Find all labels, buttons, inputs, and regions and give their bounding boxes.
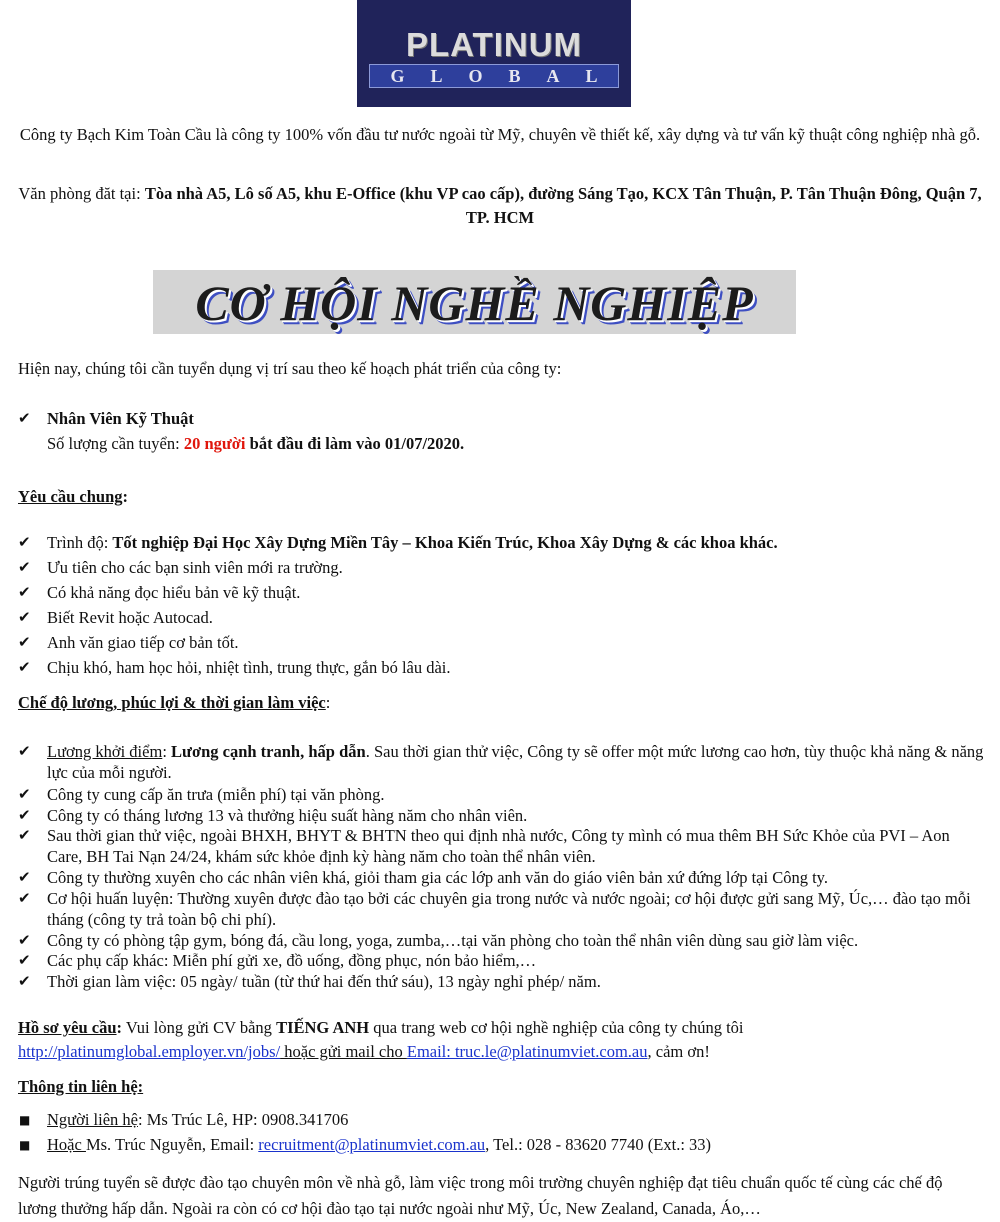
benefit-item: Công ty thường xuyên cho các nhân viên khá, giỏi tham gia các lớp anh văn do giáo viên bản xứ đứng lớp tại Công ty. (47, 868, 828, 887)
checkmark-icon: ✔ (18, 533, 31, 551)
requirements-heading-text: Yêu cầu chung (18, 487, 123, 506)
contact-phone: , Tel.: 028 - 83620 7740 (Ext.: 33) (485, 1135, 712, 1154)
benefits-colon: : (325, 693, 331, 712)
office-address-value: Tòa nhà A5, Lô số A5, khu E-Office (khu VP cao cấp), đường Sáng Tạo, KCX Tân Thuận, P. Tân Thuận Đông, Quận 7, TP. HCM (144, 184, 982, 227)
start-date: bắt đầu đi làm vào 01/07/2020. (245, 434, 465, 453)
office-label: Văn phòng đăt tại: (18, 184, 145, 203)
company-intro: Công ty Bạch Kim Toàn Cầu là công ty 100% vốn đầu tư nước ngoài từ Mỹ, chuyên về thiết kế, xây dựng và tư vấn kỹ thuật công nghiệp nhà gỗ. (19, 125, 981, 144)
requirement-item: Anh văn giao tiếp cơ bản tốt. (47, 633, 239, 652)
bullet-square-icon: ■ (19, 1113, 31, 1127)
requirement-item: Chịu khó, ham học hỏi, nhiệt tình, trung thực, gắn bó lâu dài. (47, 658, 451, 677)
requirements-heading (18, 486, 984, 508)
checkmark-icon: ✔ (18, 826, 31, 844)
checkmark-icon: ✔ (18, 583, 31, 601)
application-info (18, 1016, 984, 1064)
jobs-link[interactable]: http://platinumglobal.employer.vn/jobs/ (18, 1042, 281, 1061)
application-text: qua trang web cơ hội nghề nghiệp của công ty chúng tôi (369, 1018, 744, 1037)
salary-label: Lương khởi điểm (47, 742, 163, 761)
benefit-item: Công ty cung cấp ăn trưa (miễn phí) tại văn phòng. (47, 785, 385, 804)
position-quantity (47, 433, 984, 454)
contact-label: Người liên hệ (47, 1110, 138, 1129)
salary-value: Lương cạnh tranh, hấp dẫn (171, 742, 366, 761)
benefit-item: Thời gian làm việc: 05 ngày/ tuần (từ thứ hai đến thứ sáu), 13 ngày nghỉ phép/ năm. (47, 972, 601, 991)
bullet-square-icon: ■ (19, 1138, 31, 1152)
application-text: Vui lòng gửi CV bằng (122, 1018, 277, 1037)
benefit-item: Công ty có tháng lương 13 và thưởng hiệu suất hàng năm cho nhân viên. (47, 806, 528, 825)
email-link[interactable]: Email: truc.le@platinumviet.com.au (406, 1042, 648, 1061)
benefit-item: Cơ hội huấn luyện: Thường xuyên được đào tạo bởi các chuyên gia trong nước và nước ngoài; cơ hội được gửi sang Mỹ, Úc,… đào tạo mỗi tháng (công ty trả toàn bộ chi phí). (47, 889, 971, 929)
logo-subword: GLOBAL (390, 66, 624, 86)
quantity-label: Số lượng cần tuyển: (47, 434, 184, 453)
checkmark-icon: ✔ (18, 972, 31, 990)
recruitment-email-link[interactable]: recruitment@platinumviet.com.au (258, 1135, 486, 1154)
salary-colon: : (162, 742, 172, 761)
position-title: Nhân Viên Kỹ Thuật (47, 409, 194, 428)
checkmark-icon: ✔ (18, 658, 31, 676)
benefit-item: Công ty có phòng tập gym, bóng đá, cầu long, yoga, zumba,…tại văn phòng cho toàn thể nhân viên dùng sau giờ làm việc. (47, 931, 859, 950)
requirements-colon: : (122, 487, 129, 506)
benefits-heading (18, 692, 984, 714)
contact-detail: : Ms Trúc Lê, HP: 0908.341706 (137, 1110, 349, 1129)
benefit-item: Sau thời gian thử việc, ngoài BHXH, BHYT & BHTN theo qui định nhà nước, Công ty mình có mua thêm BH Sức Khỏe của PVI – Aon Care, BH Tai Nạn 24/24, khám sức khỏe định kỳ hàng năm cho toàn thể nhân viên. (47, 826, 950, 866)
salary-detail: . Sau thời gian thử việc, Công ty sẽ offer một mức lương cao hơn, tùy thuộc khả năng & năng lực của mỗi người. (47, 742, 984, 782)
contact-heading: Thông tin liên hệ: (18, 1077, 144, 1096)
career-banner (153, 270, 796, 334)
benefit-salary (47, 741, 984, 783)
checkmark-icon: ✔ (18, 785, 31, 803)
checkmark-icon: ✔ (18, 633, 31, 651)
hiring-intro: Hiện nay, chúng tôi cần tuyển dụng vị trí sau theo kế hoạch phát triển của công ty: (18, 359, 562, 378)
requirement-item: Biết Revit hoặc Autocad. (47, 608, 213, 627)
contact-alternate (47, 1134, 984, 1155)
education-value: Tốt nghiệp Đại Học Xây Dựng Miền Tây – Khoa Kiến Trúc, Khoa Xây Dựng & các khoa khác. (112, 533, 778, 552)
checkmark-icon: ✔ (18, 608, 31, 626)
checkmark-icon: ✔ (18, 889, 31, 907)
application-text: hoặc gửi mail cho (280, 1042, 407, 1061)
education-label: Trình độ: (47, 533, 113, 552)
banner-title: CƠ HỘI NGHỀ NGHIỆP (195, 275, 754, 331)
contact-person (47, 1109, 984, 1130)
application-label: Hồ sơ yêu cầu (18, 1018, 117, 1037)
contact-or-label: Hoặc (47, 1135, 86, 1154)
benefit-item: Các phụ cấp khác: Miễn phí gửi xe, đồ uống, đồng phục, nón bảo hiểm,… (47, 951, 537, 970)
checkmark-icon: ✔ (18, 409, 31, 427)
application-colon: : (116, 1018, 123, 1037)
application-thanks: , cảm ơn! (647, 1042, 710, 1061)
checkmark-icon: ✔ (18, 558, 31, 576)
requirement-education (47, 532, 984, 553)
office-address (14, 182, 986, 230)
checkmark-icon: ✔ (18, 951, 31, 969)
requirement-item: Ưu tiên cho các bạn sinh viên mới ra trường. (47, 558, 343, 577)
benefits-heading-text: Chế độ lương, phúc lợi & thời gian làm việc (18, 693, 326, 712)
checkmark-icon: ✔ (18, 868, 31, 886)
quantity-value: 20 người (183, 434, 246, 453)
checkmark-icon: ✔ (18, 931, 31, 949)
checkmark-icon: ✔ (18, 806, 31, 824)
checkmark-icon: ✔ (18, 742, 31, 760)
requirement-item: Có khả năng đọc hiểu bản vẽ kỹ thuật. (47, 583, 301, 602)
closing-paragraph: Người trúng tuyển sẽ được đào tạo chuyên môn về nhà gỗ, làm việc trong môi trường chuyên nghiệp đạt tiêu chuẩn quốc tế cùng các chế độ lương thưởng hấp dẫn. Ngoài ra còn có cơ hội đào tạo tại nước ngoài như Mỹ, Úc, New Zealand, Canada, Áo,… (18, 1173, 943, 1218)
english-required: TIẾNG ANH (276, 1018, 370, 1037)
logo-wordmark: PLATINUM (405, 26, 583, 63)
company-logo (357, 0, 631, 107)
contact-detail: Ms. Trúc Nguyễn, Email: (85, 1135, 259, 1154)
